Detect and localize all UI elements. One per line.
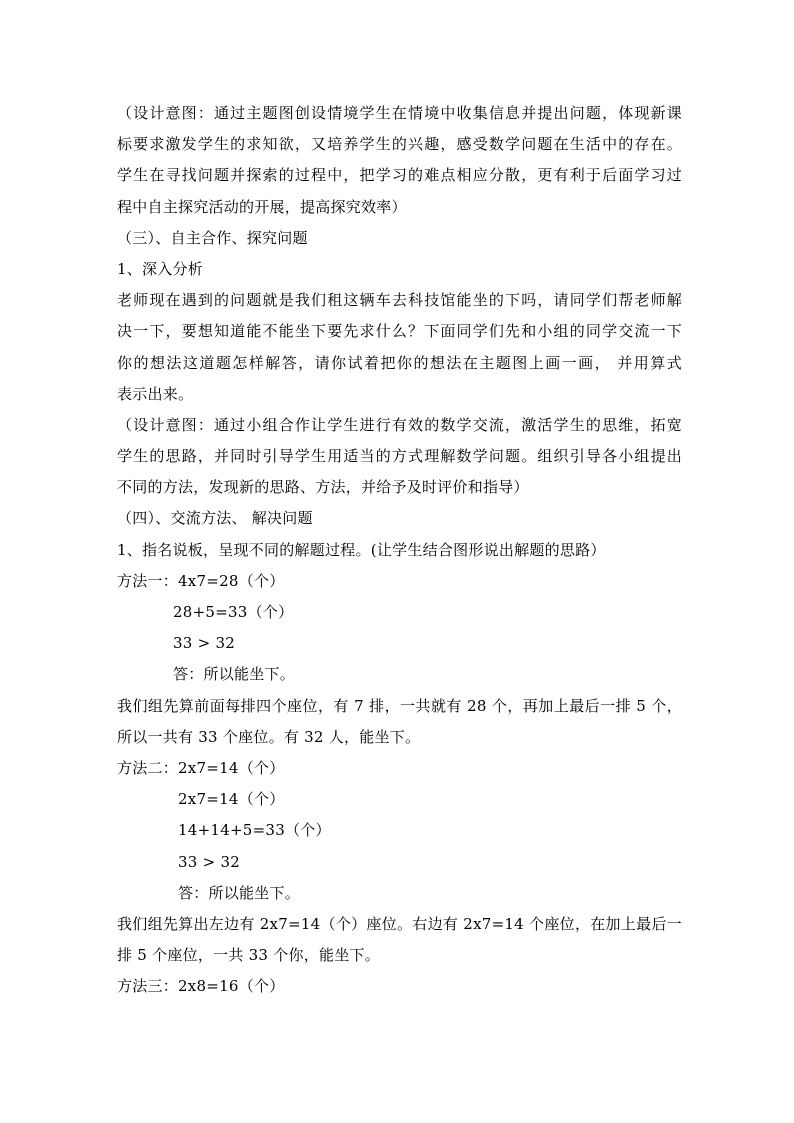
method-1-compare: 33 > 32	[173, 634, 236, 653]
teacher-prompt-line-2: 决一下，要想知道能不能坐下要先求什么？下面同学们先和小组的同学交流一下	[117, 322, 682, 341]
design-intent-1-line-3: 学生在寻找问题并探索的过程中，把学习的难点相应分散，更有利于后面学习过	[117, 166, 682, 185]
teacher-prompt-line-3: 你的想法这道题怎样解答，请你试着把你的想法在主题图上画一画， 并用算式	[117, 353, 682, 372]
method-1-answer: 答：所以能坐下。	[173, 665, 296, 684]
method-1-step-2: 28+5=33（个）	[173, 603, 294, 621]
design-intent-1-line-4: 程中自主探究活动的开展，提高探究效率）	[117, 197, 407, 216]
design-intent-2-line-1: （设计意图：通过小组合作让学生进行有效的数学交流，激活学生的思维，拓宽	[117, 415, 682, 434]
method-3-step-1: 方法三：2x8=16（个）	[117, 977, 285, 996]
design-intent-1-line-2: 标要求激发学生的求知欲，又培养学生的兴趣，感受数学问题在生活中的存在。	[117, 135, 682, 154]
method-2-step-1: 方法二：2x7=14（个）	[117, 758, 285, 777]
method-2-explanation-line-2: 排 5 个座位，一共 33 个你，能坐下。	[117, 946, 380, 965]
method-2-compare: 33 > 32	[178, 852, 241, 871]
teacher-prompt-line-1: 老师现在遇到的问题就是我们租这辆车去科技馆能坐的下吗，请同学们帮老师解	[117, 291, 682, 310]
section-heading-3: （三）、自主合作、探究问题	[117, 228, 308, 247]
method-2-answer: 答：所以能坐下。	[178, 883, 301, 902]
section-heading-4: （四）、交流方法、 解决问题	[117, 509, 313, 528]
design-intent-1-line-1: （设计意图：通过主题图创设情境学生在情境中收集信息并提出问题，体现新课	[117, 104, 682, 122]
method-2-step-2: 2x7=14（个）	[178, 790, 285, 809]
subsection-heading-analysis: 1、深入分析	[117, 259, 204, 278]
method-2-step-3: 14+14+5=33（个）	[178, 821, 331, 840]
document-body	[117, 98, 682, 1002]
method-1-explanation-line-1: 我们组先算前面每排四个座位，有 7 排，一共就有 28 个，再加上最后一排 5 个，	[117, 696, 682, 715]
method-2-explanation-line-1: 我们组先算出左边有 2x7=14（个）座位。右边有 2x7=14 个座位，在加上最后一	[117, 914, 682, 933]
subsection-heading-board: 1、指名说板，呈现不同的解题过程。(让学生结合图形说出解题的思路）	[117, 540, 606, 559]
method-1-explanation-line-2: 所以一共有 33 个座位。有 32 人，能坐下。	[117, 727, 421, 746]
design-intent-2-line-2: 学生的思路，并同时引导学生用适当的方式理解数学问题。组织引导各小组提出	[117, 447, 682, 466]
design-intent-2-line-3: 不同的方法，发现新的思路、方法，并给予及时评价和指导）	[117, 478, 529, 497]
teacher-prompt-line-4: 表示出来。	[117, 384, 194, 403]
method-1-step-1: 方法一：4x7=28（个）	[117, 571, 285, 590]
